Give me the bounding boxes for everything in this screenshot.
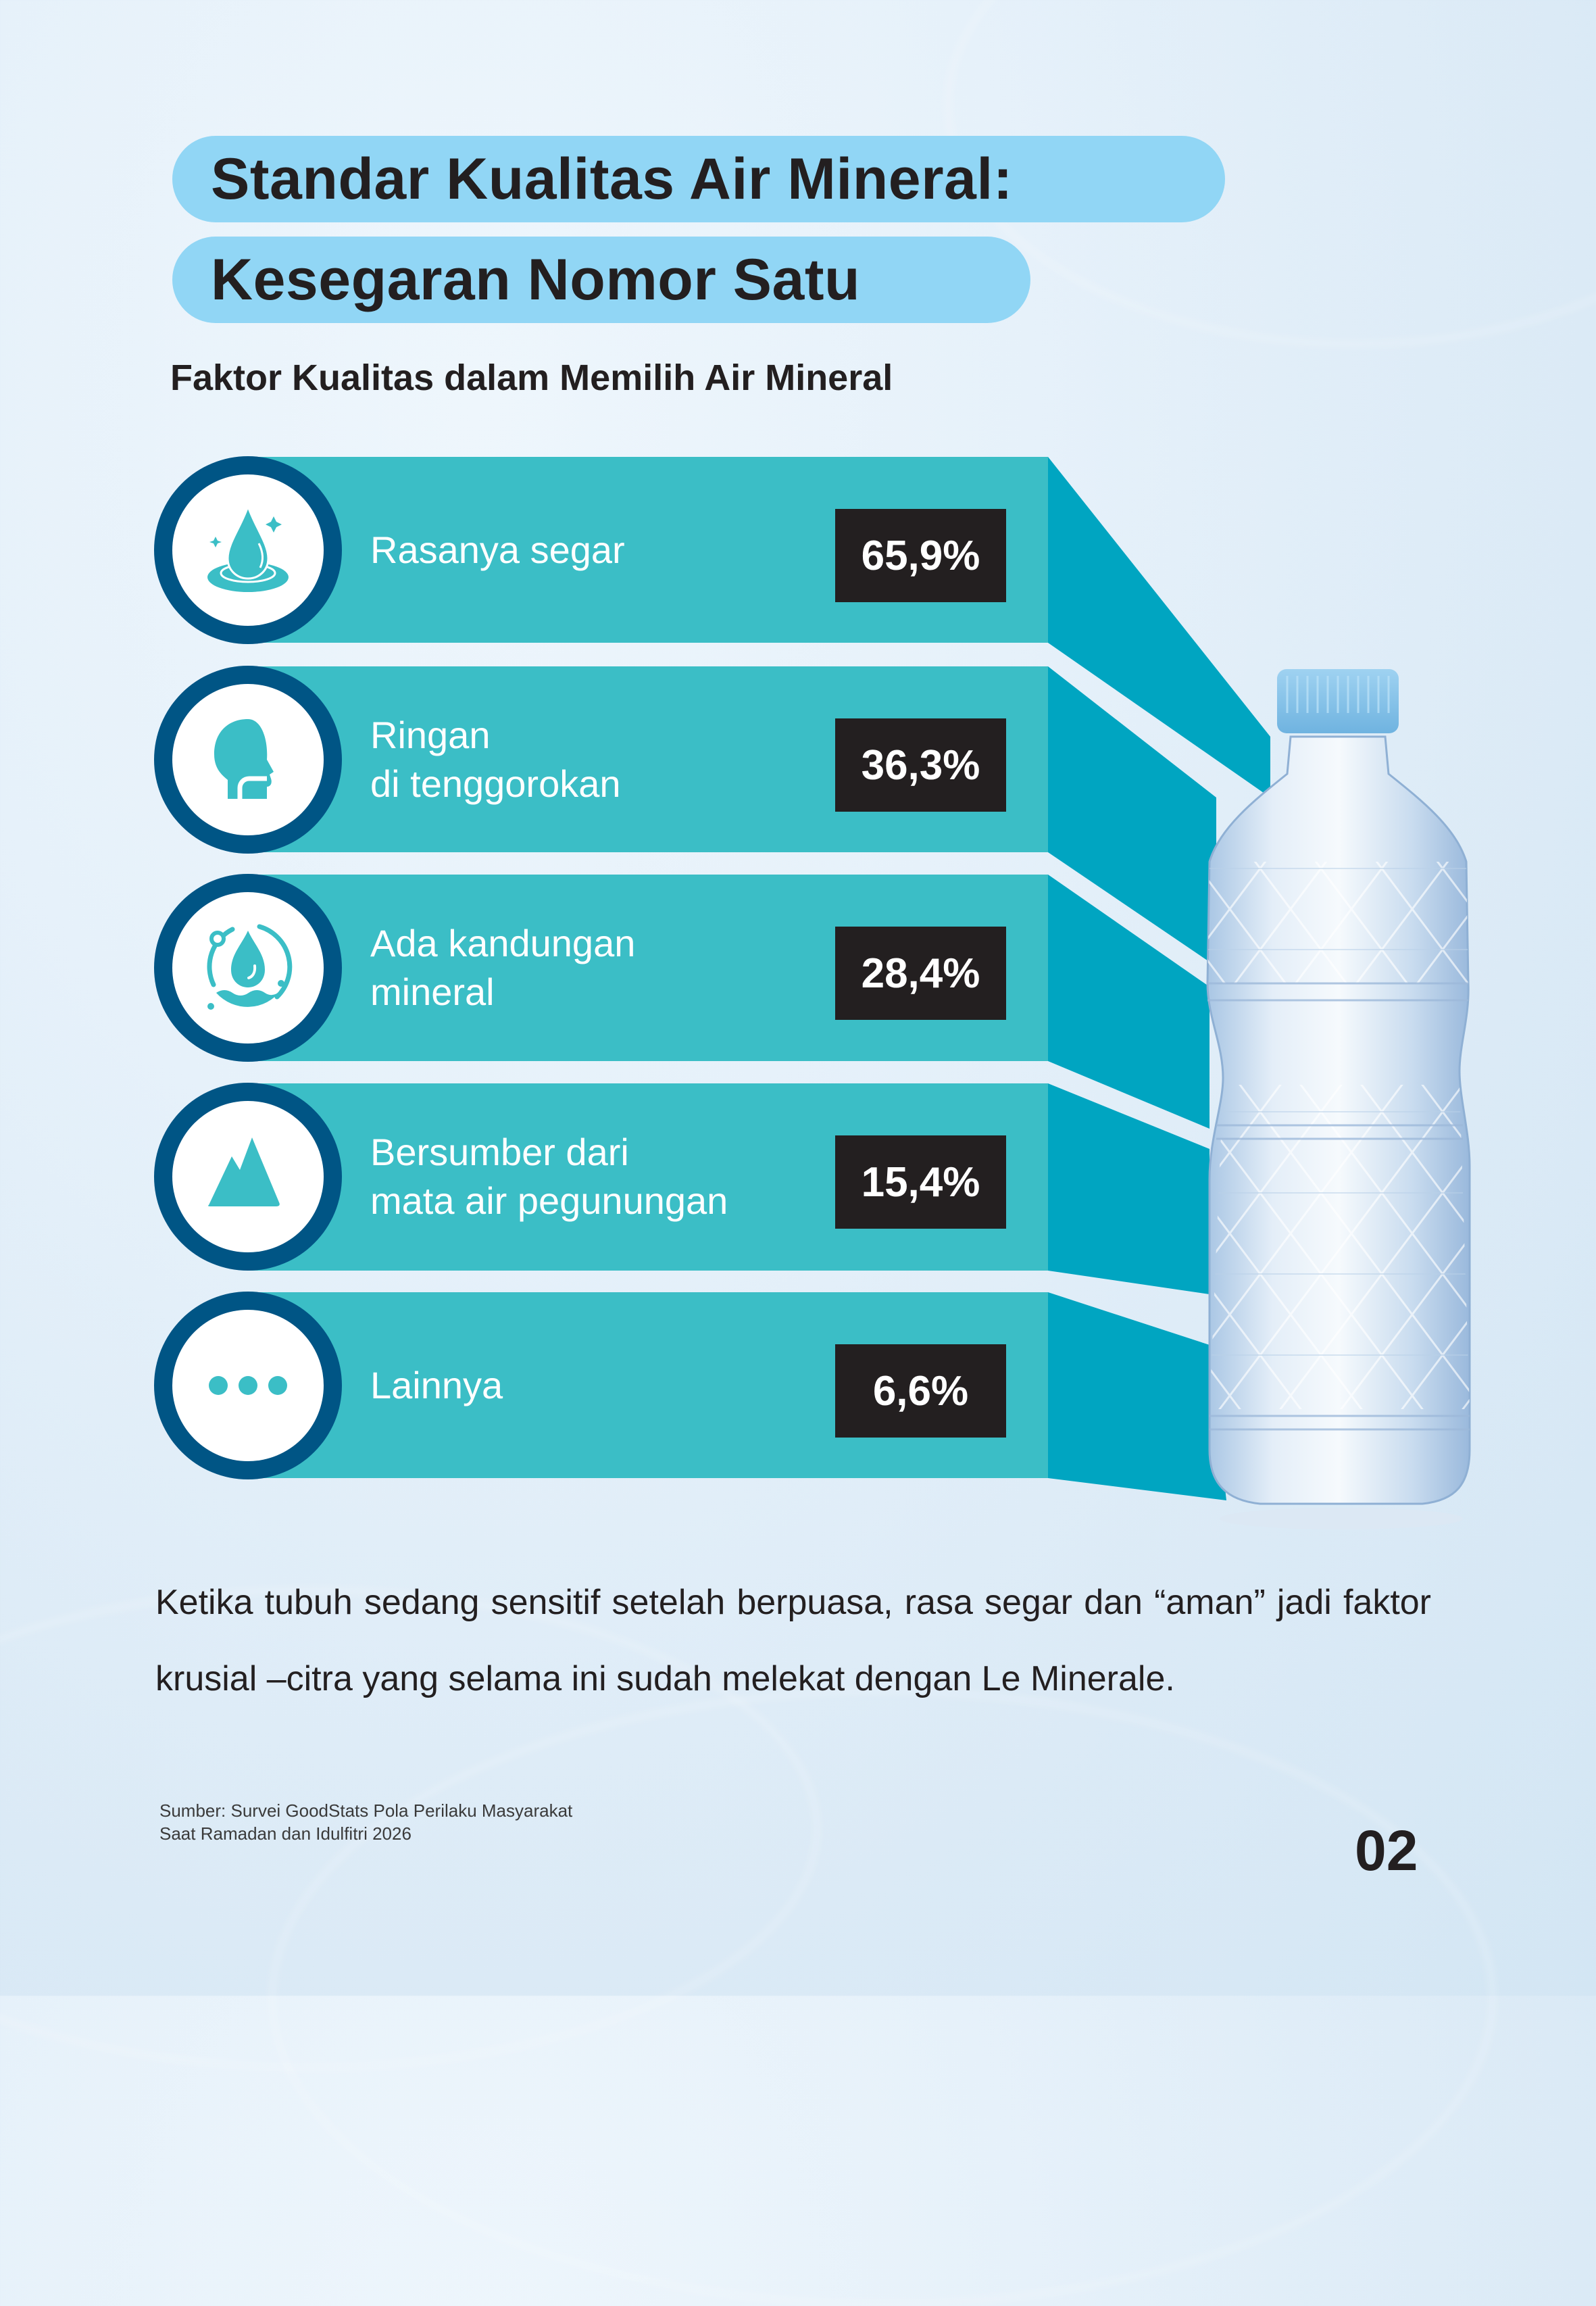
factor-value: 15,4%: [835, 1135, 1006, 1229]
page-title-line2: Kesegaran Nomor Satu: [211, 247, 861, 312]
icon-badge: [172, 1310, 324, 1461]
icon-badge: [172, 892, 324, 1044]
source-note: Sumber: Survei GoodStats Pola Perilaku Masyarakat Saat Ramadan dan Idulfitri 2026: [159, 1800, 573, 1844]
factor-row: [0, 1083, 1054, 1270]
icon-badge: [172, 684, 324, 835]
water-bottle-illustration: [1199, 666, 1483, 1531]
factor-value: 36,3%: [835, 718, 1006, 812]
factor-row: [0, 1292, 1054, 1479]
factor-value: 28,4%: [835, 927, 1006, 1020]
factor-row: [0, 457, 1054, 643]
factor-label: Ringan di tenggorokan: [370, 714, 621, 805]
factor-row: [0, 875, 1054, 1061]
factor-label: Bersumber dari mata air pegunungan: [370, 1131, 728, 1222]
page-title-line1: Standar Kualitas Air Mineral:: [211, 146, 1013, 212]
factor-value: 6,6%: [835, 1344, 1006, 1438]
factor-label: Rasanya segar: [370, 529, 625, 571]
head-throat-icon: [201, 712, 295, 807]
factor-label: Ada kandungan mineral: [370, 922, 636, 1013]
factor-row: [0, 666, 1054, 853]
chart-subtitle: Faktor Kualitas dalam Memilih Air Mineral: [170, 358, 893, 398]
more-dots-icon: [201, 1372, 295, 1399]
mountain-icon: [201, 1129, 295, 1224]
icon-badge: [172, 474, 324, 626]
page-number: 02: [1355, 1819, 1418, 1882]
body-paragraph: Ketika tubuh sedang sensitif setelah berpuasa, rasa segar dan “aman” jadi faktor krusial –citra yang selama ini sudah melekat dengan Le Minerale.: [155, 1583, 1431, 1698]
factor-label: Lainnya: [370, 1364, 503, 1406]
factor-value: 65,9%: [835, 509, 1006, 602]
mineral-drop-cycle-icon: [197, 917, 299, 1019]
icon-badge: [172, 1101, 324, 1252]
water-drop-sparkle-icon: [201, 503, 295, 597]
